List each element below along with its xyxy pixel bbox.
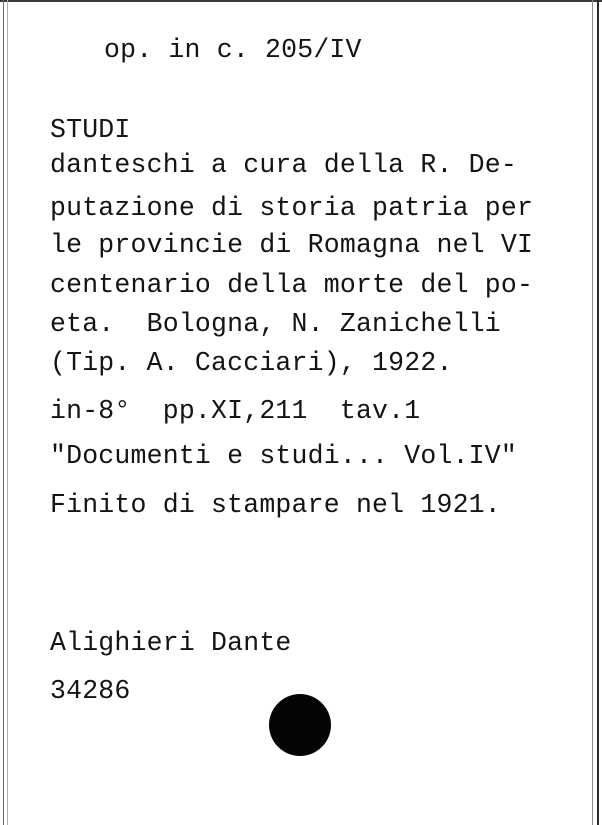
inventory-number: 34286: [50, 676, 131, 706]
card-right-edge-inner: [592, 0, 593, 825]
shelfmark: op. in c. 205/IV: [104, 35, 362, 65]
card-left-edge: [3, 0, 4, 825]
printing-note: Finito di stampare nel 1921.: [50, 490, 501, 520]
text-line: centenario della morte del po-: [50, 270, 534, 300]
card-left-edge-inner: [7, 0, 8, 825]
text-line: danteschi a cura della R. De-: [50, 150, 517, 180]
series-note: "Documenti e studi... Vol.IV": [50, 441, 517, 471]
title-heading: STUDI: [50, 115, 131, 145]
text-line: le provincie di Romagna nel VI: [50, 230, 534, 260]
physical-description: in-8° pp.XI,211 tav.1: [50, 396, 421, 426]
card-right-edge: [597, 0, 599, 825]
card-top-edge: [0, 0, 602, 2]
text-line: eta. Bologna, N. Zanichelli: [50, 309, 501, 339]
text-line: (Tip. A. Cacciari), 1922.: [50, 348, 453, 378]
punch-hole: [269, 694, 331, 756]
author-entry: Alighieri Dante: [50, 628, 292, 658]
text-line: putazione di storia patria per: [50, 193, 534, 223]
